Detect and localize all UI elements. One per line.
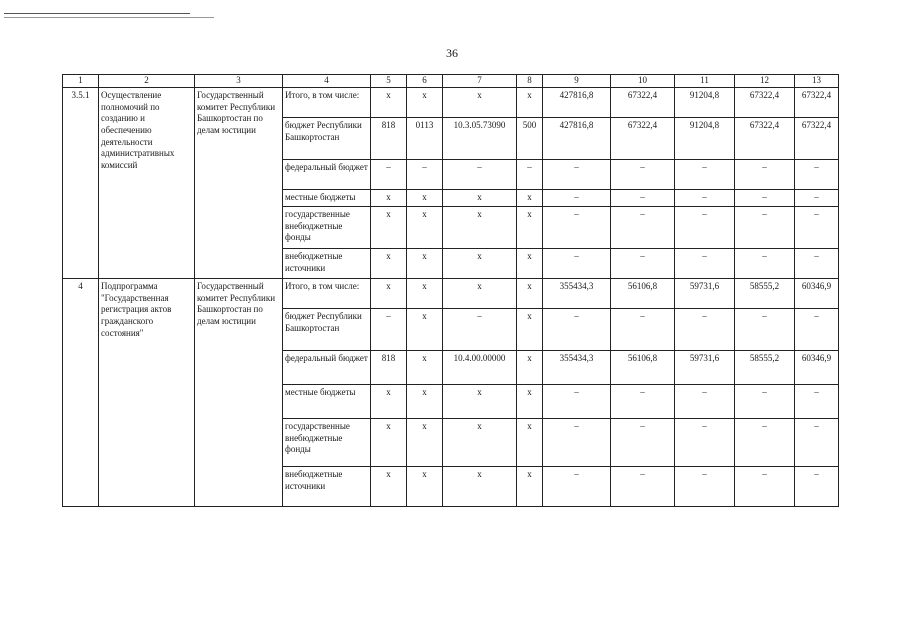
funding-source-cell: федеральный бюджет xyxy=(283,160,371,190)
value-cell: – xyxy=(795,385,839,419)
value-cell: 58555,2 xyxy=(735,279,795,309)
value-cell: х xyxy=(407,467,443,507)
item-number-cell: 3.5.1 xyxy=(63,88,99,279)
value-cell: 10.4.00.00000 xyxy=(443,351,517,385)
value-cell: – xyxy=(611,419,675,467)
value-cell: х xyxy=(517,279,543,309)
value-cell: – xyxy=(795,160,839,190)
value-cell: – xyxy=(543,207,611,249)
funding-source-cell: государственные внебюджетные фонды xyxy=(283,207,371,249)
value-cell: – xyxy=(675,190,735,207)
column-number-cell: 9 xyxy=(543,75,611,88)
value-cell: 67322,4 xyxy=(795,118,839,160)
top-rule-secondary xyxy=(4,17,214,18)
value-cell: – xyxy=(543,249,611,279)
value-cell: х xyxy=(443,385,517,419)
item-name-cell: Осуществление полномочий по созданию и обеспечению деятельности административных комиссий xyxy=(99,88,195,279)
value-cell: 67322,4 xyxy=(795,88,839,118)
value-cell: – xyxy=(735,207,795,249)
value-cell: – xyxy=(611,207,675,249)
executor-cell: Государственный комитет Республики Башкортостан по делам юстиции xyxy=(195,88,283,279)
value-cell: – xyxy=(611,467,675,507)
value-cell: – xyxy=(795,419,839,467)
funding-source-cell: бюджет Республики Башкортостан xyxy=(283,118,371,160)
value-cell: 67322,4 xyxy=(611,118,675,160)
value-cell: х xyxy=(371,190,407,207)
value-cell: х xyxy=(517,351,543,385)
value-cell: – xyxy=(675,419,735,467)
column-number-cell: 8 xyxy=(517,75,543,88)
executor-cell: Государственный комитет Республики Башкортостан по делам юстиции xyxy=(195,279,283,507)
value-cell: х xyxy=(517,419,543,467)
value-cell: – xyxy=(675,249,735,279)
value-cell: – xyxy=(543,467,611,507)
value-cell: – xyxy=(611,160,675,190)
value-cell: х xyxy=(407,279,443,309)
value-cell: х xyxy=(443,190,517,207)
value-cell: х xyxy=(443,88,517,118)
value-cell: – xyxy=(675,309,735,351)
value-cell: – xyxy=(443,160,517,190)
value-cell: х xyxy=(407,351,443,385)
column-number-cell: 4 xyxy=(283,75,371,88)
value-cell: 58555,2 xyxy=(735,351,795,385)
value-cell: – xyxy=(795,309,839,351)
value-cell: х xyxy=(517,207,543,249)
value-cell: х xyxy=(371,249,407,279)
value-cell: 60346,9 xyxy=(795,351,839,385)
value-cell: х xyxy=(371,279,407,309)
value-cell: – xyxy=(735,190,795,207)
value-cell: х xyxy=(517,309,543,351)
table-row xyxy=(63,88,839,118)
funding-source-cell: государственные внебюджетные фонды xyxy=(283,419,371,467)
value-cell: 56106,8 xyxy=(611,351,675,385)
value-cell: – xyxy=(407,160,443,190)
value-cell: – xyxy=(675,160,735,190)
column-number-cell: 3 xyxy=(195,75,283,88)
funding-source-cell: местные бюджеты xyxy=(283,385,371,419)
value-cell: х xyxy=(407,190,443,207)
value-cell: 60346,9 xyxy=(795,279,839,309)
funding-source-cell: Итого, в том числе: xyxy=(283,279,371,309)
funding-source-cell: внебюджетные источники xyxy=(283,249,371,279)
column-number-cell: 7 xyxy=(443,75,517,88)
value-cell: – xyxy=(371,309,407,351)
value-cell: х xyxy=(371,385,407,419)
value-cell: х xyxy=(443,207,517,249)
value-cell: х xyxy=(407,88,443,118)
value-cell: 500 xyxy=(517,118,543,160)
value-cell: – xyxy=(675,467,735,507)
value-cell: – xyxy=(735,249,795,279)
column-number-cell: 12 xyxy=(735,75,795,88)
value-cell: х xyxy=(371,467,407,507)
value-cell: – xyxy=(543,419,611,467)
value-cell: х xyxy=(371,207,407,249)
column-number-cell: 11 xyxy=(675,75,735,88)
column-number-cell: 1 xyxy=(63,75,99,88)
value-cell: – xyxy=(795,190,839,207)
value-cell: х xyxy=(517,88,543,118)
value-cell: 67322,4 xyxy=(735,118,795,160)
value-cell: х xyxy=(407,249,443,279)
value-cell: 818 xyxy=(371,118,407,160)
value-cell: х xyxy=(371,419,407,467)
value-cell: 355434,3 xyxy=(543,351,611,385)
value-cell: – xyxy=(611,190,675,207)
value-cell: – xyxy=(675,207,735,249)
value-cell: – xyxy=(517,160,543,190)
value-cell: х xyxy=(407,309,443,351)
value-cell: 59731,6 xyxy=(675,279,735,309)
funding-source-cell: федеральный бюджет xyxy=(283,351,371,385)
value-cell: – xyxy=(543,160,611,190)
column-number-cell: 5 xyxy=(371,75,407,88)
column-number-cell: 13 xyxy=(795,75,839,88)
value-cell: – xyxy=(735,419,795,467)
value-cell: – xyxy=(543,190,611,207)
value-cell: – xyxy=(443,309,517,351)
value-cell: х xyxy=(443,419,517,467)
value-cell: – xyxy=(795,467,839,507)
funding-source-cell: местные бюджеты xyxy=(283,190,371,207)
value-cell: – xyxy=(735,309,795,351)
top-rule xyxy=(4,13,190,14)
value-cell: – xyxy=(543,309,611,351)
item-name-cell: Подпрограмма "Государственная регистрация актов гражданского состояния" xyxy=(99,279,195,507)
value-cell: 91204,8 xyxy=(675,88,735,118)
table-body xyxy=(63,75,839,507)
budget-table xyxy=(62,74,839,507)
page-number: 36 xyxy=(446,46,458,60)
value-cell: – xyxy=(795,249,839,279)
value-cell: х xyxy=(407,207,443,249)
value-cell: 427816,8 xyxy=(543,118,611,160)
value-cell: х xyxy=(443,249,517,279)
item-number-cell: 4 xyxy=(63,279,99,507)
column-number-cell: 6 xyxy=(407,75,443,88)
value-cell: – xyxy=(735,385,795,419)
value-cell: – xyxy=(735,160,795,190)
value-cell: – xyxy=(735,467,795,507)
column-number-cell: 10 xyxy=(611,75,675,88)
value-cell: х xyxy=(407,419,443,467)
value-cell: – xyxy=(543,385,611,419)
value-cell: 56106,8 xyxy=(611,279,675,309)
value-cell: 91204,8 xyxy=(675,118,735,160)
value-cell: 355434,3 xyxy=(543,279,611,309)
value-cell: х xyxy=(371,88,407,118)
value-cell: – xyxy=(611,385,675,419)
value-cell: х xyxy=(517,467,543,507)
value-cell: 67322,4 xyxy=(735,88,795,118)
value-cell: 59731,6 xyxy=(675,351,735,385)
value-cell: – xyxy=(611,249,675,279)
value-cell: х xyxy=(443,279,517,309)
value-cell: х xyxy=(517,190,543,207)
funding-source-cell: Итого, в том числе: xyxy=(283,88,371,118)
value-cell: х xyxy=(517,385,543,419)
funding-source-cell: внебюджетные источники xyxy=(283,467,371,507)
value-cell: 818 xyxy=(371,351,407,385)
column-numbers-row xyxy=(63,75,839,88)
value-cell: х xyxy=(443,467,517,507)
value-cell: 67322,4 xyxy=(611,88,675,118)
value-cell: 0113 xyxy=(407,118,443,160)
funding-source-cell: бюджет Республики Башкортостан xyxy=(283,309,371,351)
value-cell: – xyxy=(371,160,407,190)
value-cell: х xyxy=(517,249,543,279)
column-number-cell: 2 xyxy=(99,75,195,88)
value-cell: х xyxy=(407,385,443,419)
table-row xyxy=(63,279,839,309)
value-cell: – xyxy=(611,309,675,351)
value-cell: – xyxy=(675,385,735,419)
value-cell: 427816,8 xyxy=(543,88,611,118)
value-cell: 10.3.05.73090 xyxy=(443,118,517,160)
value-cell: – xyxy=(795,207,839,249)
